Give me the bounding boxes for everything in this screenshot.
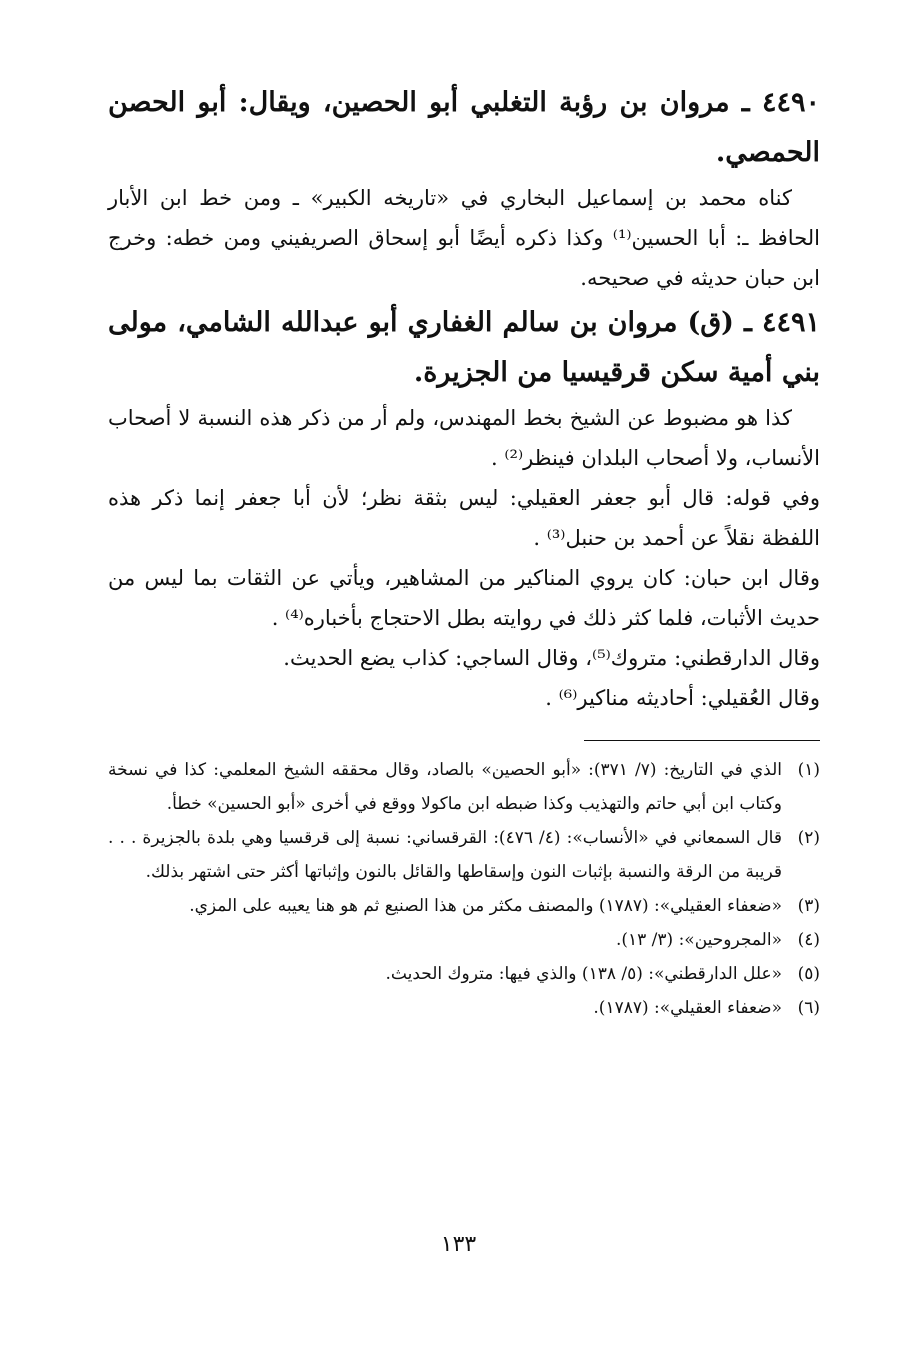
footnote-text: قال السمعاني في «الأنساب»: (٤/ ٤٧٦): القرقساني: نسبة إلى قرقسيا وهي بلدة بالجزيرة . . . قريبة من الرقة والنسبة بإثبات النون وإسقاطها والقائل بالنون وإثباتها أكثر حتى اشتهر بذلك.	[108, 828, 782, 882]
footnote-number: (٦)	[797, 998, 820, 1018]
entry-heading: ٤٤٩١ ـ (ق) مروان بن سالم الغفاري أبو عبدالله الشامي، مولى بني أمية سكن قرقيسيا من الجزيرة.	[108, 307, 820, 388]
entry-paragraph: وقال ابن حبان: كان يروي المناكير من المشاهير، ويأتي عن الثقات بما ليس من حديث الأثبات، فلما كثر ذلك في روايته بطل الاحتجاج بأخباره⁽⁴⁾ .	[108, 566, 820, 630]
footnote-text: «ضعفاء العقيلي»: (١٧٨٧) والمصنف مكثر من هذا الصنيع ثم هو هنا يعيبه على المزي.	[189, 896, 782, 916]
entry-4490	[108, 78, 820, 298]
footnote-number: (٢)	[797, 828, 820, 848]
document-page	[108, 78, 820, 1328]
entry-paragraph: كذا هو مضبوط عن الشيخ بخط المهندس، ولم أر من ذكر هذه النسبة لا أصحاب الأنساب، ولا أصحاب البلدان فينظر⁽²⁾ .	[108, 406, 820, 470]
footnote-text: «المجروحين»: (٣/ ١٣).	[615, 930, 782, 950]
entry-paragraph: كناه محمد بن إسماعيل البخاري في «تاريخه الكبير» ـ ومن خط ابن الأبار الحافظ ـ: أبا الحسين⁽¹⁾ وكذا ذكره أيضًا أبو إسحاق الصريفيني ومن خطه: وخرج ابن حبان حديثه في صحيحه.	[108, 186, 820, 290]
footnote-number: (١)	[797, 760, 820, 780]
entry-paragraph: وفي قوله: قال أبو جعفر العقيلي: ليس بثقة نظر؛ لأن أبا جعفر إنما ذكر هذه اللفظة نقلاً عن أحمد بن حنبل⁽³⁾ .	[108, 486, 820, 550]
entry-heading: ٤٤٩٠ ـ مروان بن رؤبة التغلبي أبو الحصين، ويقال: أبو الحصن الحمصي.	[108, 87, 820, 168]
footnote-item	[108, 991, 820, 1025]
footnote-divider	[584, 740, 820, 741]
footnotes	[108, 753, 820, 1025]
entry-paragraph: وقال الدارقطني: متروك⁽⁵⁾، وقال الساجي: كذاب يضع الحديث.	[283, 646, 820, 670]
footnote-item	[108, 889, 820, 923]
entry-paragraph: وقال العُقيلي: أحاديثه مناكير⁽⁶⁾ .	[545, 686, 820, 710]
footnote-item	[108, 923, 820, 957]
footnote-number: (٣)	[797, 896, 820, 916]
footnote-item	[108, 957, 820, 991]
footnote-item	[108, 821, 820, 889]
footnote-text: «ضعفاء العقيلي»: (١٧٨٧).	[593, 998, 782, 1018]
footnote-text: «علل الدارقطني»: (٥/ ١٣٨) والذي فيها: متروك الحديث.	[385, 964, 782, 984]
footnote-text: الذي في التاريخ: (٧/ ٣٧١): «أبو الحصين» بالصاد، وقال محققه الشيخ المعلمي: كذا في نسخة وكتاب ابن أبي حاتم والتهذيب وكذا ضبطه ابن ماكولا ووقع في أخرى «أبو الحسين» خطأ.	[108, 760, 782, 814]
footnote-number: (٤)	[797, 930, 820, 950]
entry-4491	[108, 298, 820, 718]
footnote-number: (٥)	[797, 964, 820, 984]
footnote-item	[108, 753, 820, 821]
page-number: ١٣٣	[440, 1232, 477, 1257]
